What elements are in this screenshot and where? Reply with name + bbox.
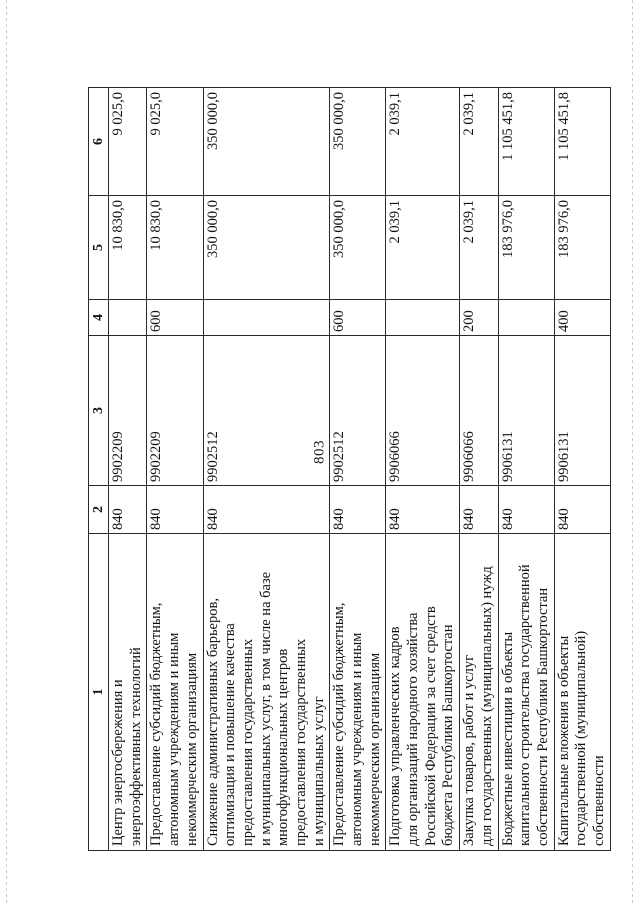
expense-type-code: 200	[460, 300, 498, 336]
expense-type-code: 600	[147, 300, 203, 336]
row-label: Предоставление субсидий бюджетным, автономным учреждениям и иным некоммерческим организациям	[147, 534, 203, 851]
amount-col-5: 350 000,0	[330, 196, 386, 300]
table-row	[147, 88, 203, 851]
expense-type-code: 600	[330, 300, 386, 336]
ved-code: 840	[386, 486, 460, 534]
amount-col-6: 1 105 451,8	[554, 88, 610, 196]
scan-edge-left	[6, 0, 7, 905]
amount-col-5: 2 039,1	[386, 196, 460, 300]
amount-col-5: 10 830,0	[109, 196, 147, 300]
ved-code: 840	[498, 486, 554, 534]
amount-col-5: 183 976,0	[554, 196, 610, 300]
target-article-code: 9906066	[386, 336, 460, 486]
row-label: Закупка товаров, работ и услуг для государственных (муниципальных) нужд	[460, 534, 498, 851]
amount-col-5: 183 976,0	[498, 196, 554, 300]
page-number: 803	[311, 440, 328, 464]
table-row	[386, 88, 460, 851]
row-label: Подготовка управленческих кадров для организаций народного хозяйства Российской Федерации за счет средств бюджета Республики Башкортостан	[386, 534, 460, 851]
target-article-code: 9902512	[330, 336, 386, 486]
target-article-code: 9906066	[460, 336, 498, 486]
header-col-2: 2	[89, 486, 109, 534]
ved-code: 840	[460, 486, 498, 534]
table-row	[330, 88, 386, 851]
header-row	[89, 88, 109, 851]
header-col-4: 4	[89, 300, 109, 336]
table-row	[203, 88, 330, 851]
amount-col-5: 350 000,0	[203, 196, 330, 300]
table-row	[554, 88, 610, 851]
row-label: Снижение административных барьеров, оптимизация и повышение качества предоставления государственных и муниципальных услуг, в том числе на базе многофункциональных центров предоставления государственных и муниципальных услуг	[203, 534, 330, 851]
amount-col-5: 10 830,0	[147, 196, 203, 300]
budget-table	[88, 87, 611, 851]
target-article-code: 9902209	[109, 336, 147, 486]
expense-type-code	[203, 300, 330, 336]
amount-col-6: 350 000,0	[203, 88, 330, 196]
ved-code: 840	[147, 486, 203, 534]
expense-type-code	[386, 300, 460, 336]
amount-col-6: 9 025,0	[147, 88, 203, 196]
amount-col-6: 2 039,1	[386, 88, 460, 196]
header-col-6: 6	[89, 88, 109, 196]
row-label: Центр энергосбережения и энергоэффективных технологий	[109, 534, 147, 851]
header-col-3: 3	[89, 336, 109, 486]
scan-edge-right	[632, 0, 633, 905]
row-label: Капитальные вложения в объекты государственной (муниципальной) собственности	[554, 534, 610, 851]
row-label: Предоставление субсидий бюджетным, автономным учреждениям и иным некоммерческим организациям	[330, 534, 386, 851]
header-col-1: 1	[89, 534, 109, 851]
target-article-code: 9902512	[203, 336, 330, 486]
amount-col-6: 1 105 451,8	[498, 88, 554, 196]
rotated-table-wrapper	[88, 88, 607, 851]
ved-code: 840	[330, 486, 386, 534]
header-col-5: 5	[89, 196, 109, 300]
ved-code: 840	[554, 486, 610, 534]
table-row	[109, 88, 147, 851]
amount-col-5: 2 039,1	[460, 196, 498, 300]
expense-type-code	[498, 300, 554, 336]
target-article-code: 9902209	[147, 336, 203, 486]
expense-type-code: 400	[554, 300, 610, 336]
amount-col-6: 2 039,1	[460, 88, 498, 196]
expense-type-code	[109, 300, 147, 336]
target-article-code: 9906131	[498, 336, 554, 486]
amount-col-6: 9 025,0	[109, 88, 147, 196]
target-article-code: 9906131	[554, 336, 610, 486]
amount-col-6: 350 000,0	[330, 88, 386, 196]
table-row	[498, 88, 554, 851]
row-label: Бюджетные инвестиции в объекты капитального строительства государственной собственности Республики Башкортостан	[498, 534, 554, 851]
ved-code: 840	[203, 486, 330, 534]
table-row	[460, 88, 498, 851]
ved-code: 840	[109, 486, 147, 534]
